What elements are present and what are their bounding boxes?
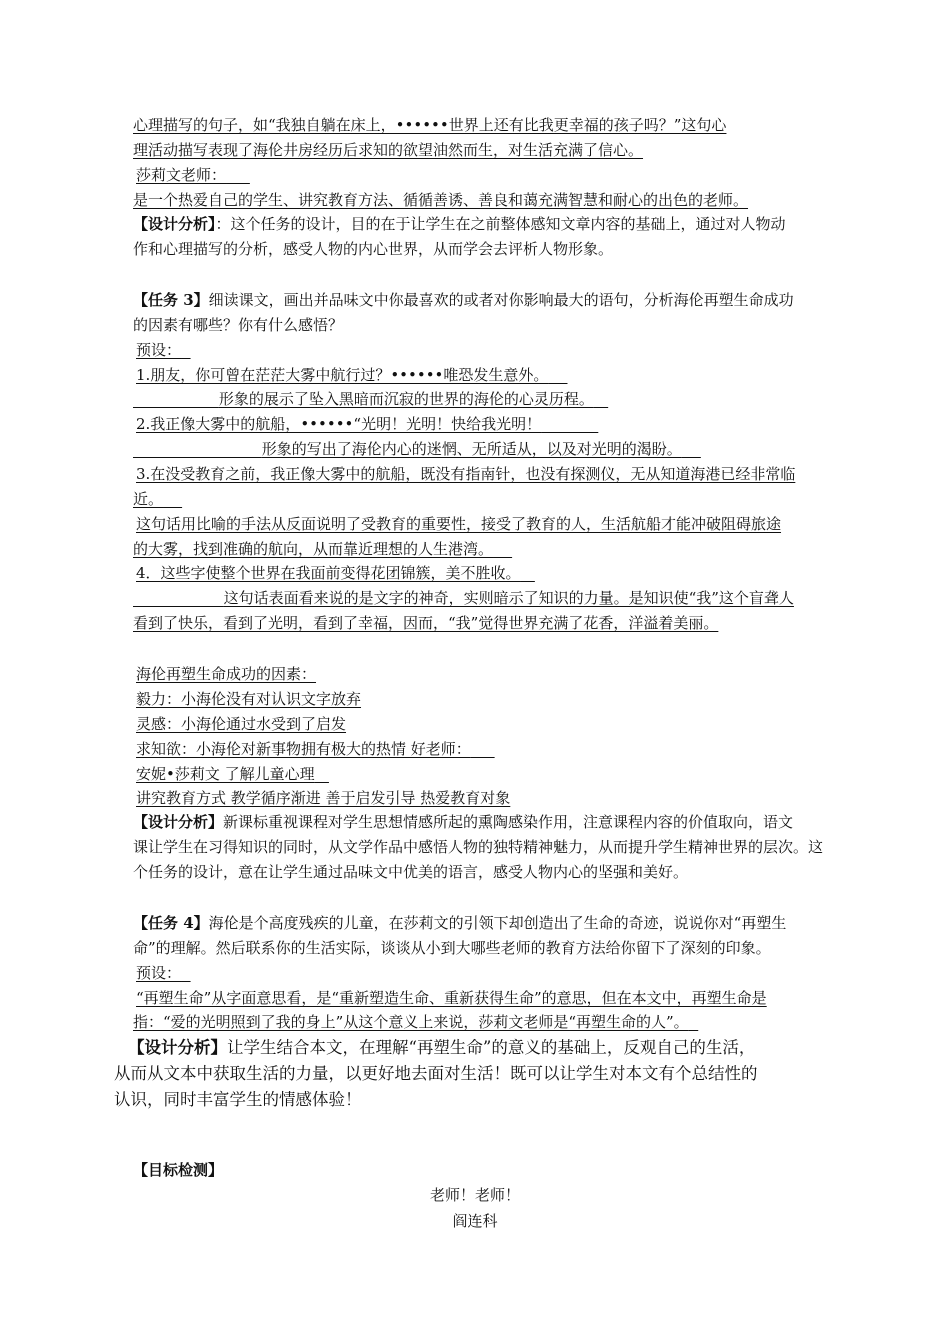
- text-line: 3.在没受教育之前，我正像大雾中的航船，既没有指南针，也没有探测仪，无从知道海港已经非常临: [136, 465, 796, 483]
- text-line: 看到了快乐，看到了光明，看到了幸福，因而，“我”觉得世界充满了花香，洋溢着美丽。: [133, 614, 719, 632]
- text-line: 讲究教育方式 教学循序渐进 善于启发引导 热爱教育对象: [136, 789, 511, 807]
- text-line: 是一个热爱自己的学生、讲究教育方法、循循善诱、善良和蔼充满智慧和耐心的出色的老师。: [133, 191, 749, 209]
- text-line: 预设：: [136, 964, 182, 982]
- text-line: 毅力：小海伦没有对认识文字放弃: [136, 690, 362, 708]
- task-tag: 【任务 3】: [133, 291, 209, 309]
- section-heading: 【目标检测】: [133, 1161, 224, 1179]
- poem-author: 阎连科: [452, 1212, 498, 1230]
- task-tag: 【任务 4】: [133, 914, 209, 932]
- task-heading: 【任务 4】海伦是个高度残疾的儿童，在莎莉文的引领下却创造出了生命的奇迹，说说你对“再塑生: [133, 914, 787, 932]
- text-line: 心理描写的句子，如“我独自躺在床上，••••••世界上还有比我更幸福的孩子吗？”这句心: [133, 116, 727, 134]
- text-line: 形象的展示了坠入黑暗而沉寂的世界的海伦的心灵历程。: [218, 390, 594, 408]
- text-line: 个任务的设计，意在让学生通过品味文中优美的语言，感受人物内心的坚强和美好。: [133, 863, 689, 881]
- text-line: 的大雾，找到准确的航向，从而靠近理想的人生港湾。: [133, 540, 494, 558]
- text-line: 这句话用比喻的手法从反面说明了受教育的重要性，接受了教育的人，生活航船才能冲破阻碍旅途: [136, 515, 782, 533]
- text-line: 认识，同时丰富学生的情感体验！: [114, 1090, 362, 1109]
- text-line: 1.朋友，你可曾在茫茫大雾中航行过？••••••唯恐发生意外。: [136, 366, 549, 384]
- text-line: 命”的理解。然后联系你的生活实际，谈谈从小到大哪些老师的教育方法给你留下了深刻的印象。: [133, 939, 771, 957]
- text-line: 预设：: [136, 341, 182, 359]
- text-line: 2.我正像大雾中的航船，••••••“光明！光明！快给我光明！: [136, 415, 542, 433]
- design-analysis-tag: 【设计分析】: [133, 813, 224, 831]
- text-line: “再塑生命”从字面意思看，是“重新塑造生命、重新获得生命”的意思，但在本文中，再塑生命是: [136, 989, 767, 1007]
- text-line: 4．这些字使整个世界在我面前变得花团锦簇，美不胜收。: [136, 564, 521, 582]
- task-heading: 【任务 3】细读课文，画出并品味文中你最喜欢的或者对你影响最大的语句，分析海伦再塑生命成功: [133, 291, 794, 309]
- text-line: 安妮•莎莉文 了解儿童心理: [136, 765, 315, 783]
- design-analysis-tag: 【设计分析】: [133, 215, 216, 233]
- text-line: 作和心理描写的分析，感受人物的内心世界，从而学会去评析人物形象。: [133, 240, 614, 258]
- text-line: 的因素有哪些？你有什么感悟？: [133, 316, 344, 334]
- text-line: 【设计分析】：这个任务的设计，目的在于让学生在之前整体感知文章内容的基础上，通过对人物动: [133, 215, 786, 233]
- text-line: 这句话表面看来说的是文字的神奇，实则暗示了知识的力量。是知识使“我”这个盲聋人: [223, 589, 794, 607]
- text-line: 莎莉文老师：: [136, 166, 227, 184]
- text-line: 海伦再塑生命成功的因素：: [136, 665, 317, 683]
- text-line: 近。: [133, 490, 164, 508]
- text-line: 从而从文本中获取生活的力量，以更好地去面对生活！既可以让学生对本文有个总结性的: [114, 1064, 758, 1083]
- poem-title: 老师！老师！: [429, 1186, 520, 1204]
- text-line: 求知欲：小海伦对新事物拥有极大的热情 好老师：: [136, 740, 471, 758]
- text-line: 灵感：小海伦通过水受到了启发: [136, 715, 347, 733]
- text-line: 【设计分析】新课标重视课程对学生思想情感所起的熏陶感染作用，注意课程内容的价值取向，语文: [133, 813, 794, 831]
- text-line: 理活动描写表现了海伦井房经历后求知的欲望油然而生，对生活充满了信心。: [133, 141, 644, 159]
- text-line: 形象的写出了海伦内心的迷惘、无所适从，以及对光明的渴盼。: [261, 440, 682, 458]
- text-line: 课让学生在习得知识的同时，从文学作品中感悟人物的独特精神魅力，从而提升学生精神世界的层次。这: [133, 838, 824, 856]
- text-line: 【设计分析】让学生结合本文，在理解“再塑生命”的意义的基础上，反观自己的生活，: [128, 1038, 756, 1057]
- text-line: 指：“爱的光明照到了我的身上”从这个意义上来说，莎莉文老师是“再塑生命的人”。: [133, 1013, 689, 1031]
- design-analysis-tag: 【设计分析】: [128, 1038, 227, 1057]
